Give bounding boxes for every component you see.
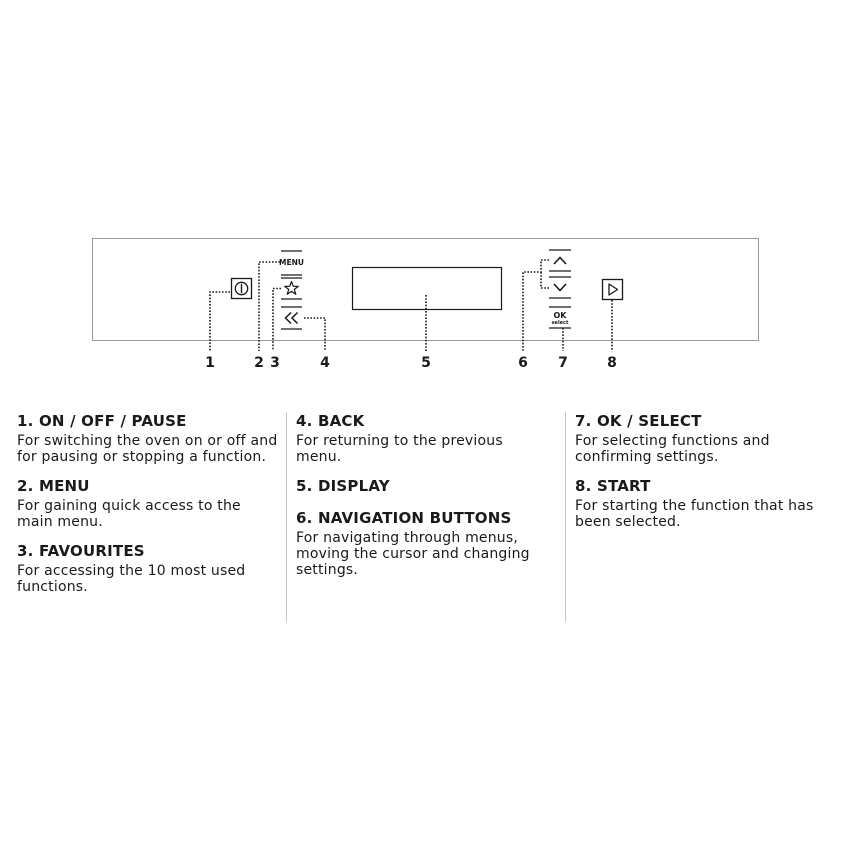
callout-7: 7 [558,355,568,371]
legend-item-ok-select [575,412,825,465]
legend-divider-2 [565,412,566,622]
callout-8: 8 [607,355,617,371]
double-chevron-left-icon [286,313,298,324]
legend-item-text: For returning to the previous menu. [296,433,503,465]
chevron-up-icon [554,258,566,265]
legend-column-2 [296,412,546,590]
ok-label: OK [553,311,567,320]
navigation-up-button [549,250,571,271]
navigation-down-button [549,277,571,298]
favourites-button [281,278,302,299]
leader-6a [523,260,549,351]
legend-item-menu [17,477,279,530]
legend-item-title: 1. ON / OFF / PAUSE [17,412,187,430]
callout-6: 6 [518,355,528,371]
legend-item-title: 5. DISPLAY [296,477,390,495]
leader-2 [259,262,280,351]
legend-item-display [296,477,546,495]
leader-1 [210,292,230,351]
legend-item-title: 6. NAVIGATION BUTTONS [296,509,512,527]
callout-4: 4 [320,355,330,371]
legend-item-title: 2. MENU [17,477,90,495]
legend-item-favourites [17,542,279,595]
legend-item-on-off-pause [17,412,279,465]
legend-item-text: For starting the function that has been selected. [575,498,814,530]
play-icon [609,284,618,295]
control-panel-diagram [0,0,850,400]
menu-button [279,251,304,275]
legend-item-title: 8. START [575,477,651,495]
start-button [603,280,623,300]
menu-button-label: MENU [279,258,304,267]
legend-item-title: 4. BACK [296,412,365,430]
chevron-down-icon [554,284,566,291]
callout-2: 2 [254,355,264,371]
legend-item-text: For gaining quick access to the main menu. [17,498,241,530]
power-button [232,279,252,299]
leader-6b [541,272,549,288]
ok-select-button [549,307,571,328]
legend-item-text: For selecting functions and confirming settings. [575,433,770,465]
leader-4 [304,318,325,351]
callout-3: 3 [270,355,280,371]
legend-item-title: 3. FAVOURITES [17,542,145,560]
legend-item-title: 7. OK / SELECT [575,412,702,430]
legend-divider-1 [286,412,287,622]
power-icon [235,282,247,294]
select-label: select [551,320,569,326]
star-icon [285,282,299,295]
leader-3 [273,289,281,352]
legend-column-1 [17,412,279,607]
legend-column-3 [575,412,825,542]
leader-lines [210,260,612,351]
legend-item-start [575,477,825,530]
legend-item-text: For navigating through menus, moving the cursor and changing settings. [296,530,530,578]
callout-5: 5 [421,355,431,371]
legend-item-back [296,412,546,465]
legend-item-text: For accessing the 10 most used functions. [17,563,246,595]
legend-item-text: For switching the oven on or off and for pausing or stopping a function. [17,433,278,465]
display-screen [353,268,502,310]
back-button [281,307,302,329]
callout-1: 1 [205,355,215,371]
legend-item-navigation-buttons [296,509,546,578]
